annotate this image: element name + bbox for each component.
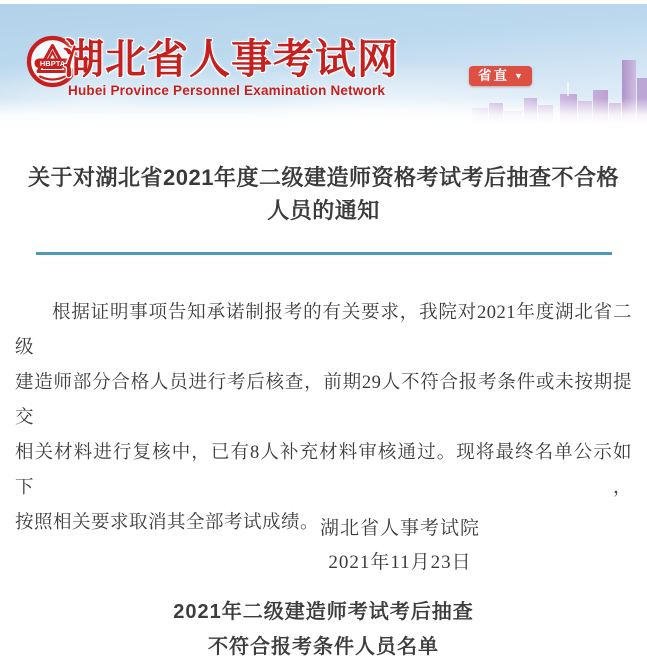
region-dropdown-button[interactable] <box>469 66 532 86</box>
issuer-name: 湖北省人事考试院 <box>319 518 480 539</box>
site-banner <box>0 4 647 124</box>
notice-body-line4: 按照相关要求取消其全部考试成绩。 <box>15 513 320 533</box>
skyline-building <box>622 60 636 124</box>
signature-block <box>153 512 647 580</box>
skyline-building <box>504 111 522 124</box>
region-dropdown-label: 省直 <box>478 68 509 83</box>
skyline-building <box>538 105 553 124</box>
skyline-building <box>609 103 621 124</box>
site-title: 湖北省人事考试网 <box>63 36 399 82</box>
title-divider-line <box>36 252 612 255</box>
notice-title-line2: 人员的通知 <box>267 198 380 223</box>
skyline-building <box>593 90 608 124</box>
notice-title <box>0 161 647 227</box>
notice-body-line1: 根据证明事项告知承诺制报考的有关要求，我院对2021年度湖北省二级 <box>15 303 632 358</box>
list-heading <box>0 597 647 662</box>
list-heading-line1: 2021年二级建造师考试考后抽查 <box>173 601 474 623</box>
skyline-building <box>489 103 503 124</box>
skyline-building <box>578 101 592 124</box>
skyline-building <box>524 98 537 124</box>
notice-body-line2: 建造师部分合格人员进行考后核查，前期29人不符合报考条件或未按期提交 <box>15 373 632 428</box>
skyline-antenna <box>567 82 569 96</box>
chevron-down-icon: ▼ <box>514 71 523 81</box>
list-heading-line2: 不符合报考条件人员名单 <box>208 636 439 658</box>
svg-text:HBPTA: HBPTA <box>39 59 66 68</box>
site-subtitle: Hubei Province Personnel Examination Network <box>68 83 386 98</box>
notice-body <box>15 296 632 541</box>
issue-date: 2021年11月23日 <box>328 552 472 573</box>
skyline-building <box>637 78 647 124</box>
notice-title-line1: 关于对湖北省2021年度二级建造师资格考试考后抽查不合格 <box>28 165 619 190</box>
skyline-building <box>472 108 488 124</box>
notice-body-line3: 相关材料进行复核中，已有8人补充材料审核通过。现将最终名单公示如下， <box>15 443 632 498</box>
skyline-building <box>560 94 577 124</box>
